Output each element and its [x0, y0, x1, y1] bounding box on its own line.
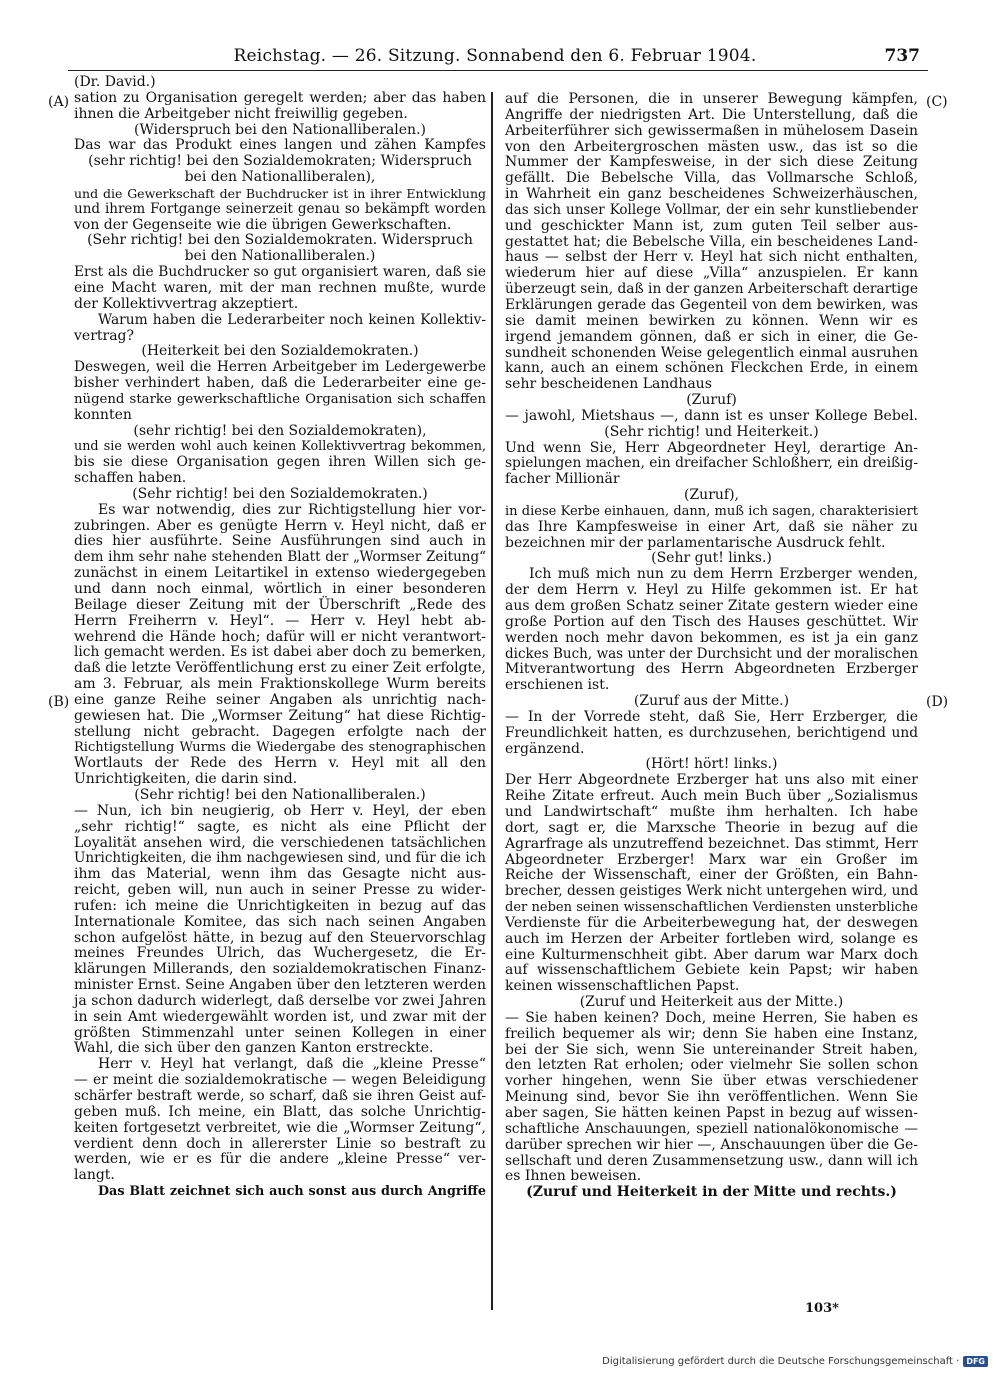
right-column-line: das sich unser Kollege Vollmar, der ein sehr kunstliebender [505, 201, 918, 218]
left-column-line: langt. [74, 1167, 115, 1184]
left-column-line: (Heiterkeit bei den Sozialdemokraten.) [141, 343, 419, 360]
left-column-line: bis sie diese Organisation gegen ihren Willen sich ge- [74, 454, 486, 471]
right-column-line: Reiche der Wissenschaft, einer der Größten, ein Bahn- [505, 867, 918, 884]
right-column-line: und Landwirtschaft“ mußte ihm herhalten. Ich habe [505, 803, 918, 820]
right-column-line: auf wissenschaftlichem Gebiete kein Papst; wir haben [505, 962, 918, 979]
left-column-line: sation zu Organisation geregelt werden; aber das haben [74, 89, 486, 106]
left-column-line: und die Gewerkschaft der Buchdrucker ist in ihrer Entwicklung [74, 185, 486, 201]
left-column-line: wehrend die Hände hoch; dafür will er nicht verantwort- [74, 628, 486, 645]
left-column-line: vertrag? [74, 327, 135, 344]
right-column [505, 92, 918, 1201]
left-column-line: gewiesen hat. Die „Wormser Zeitung“ hat diese Richtig- [74, 707, 486, 724]
right-column-line: Abgeordneter Erzberger! Marx war ein Großer im [505, 851, 918, 868]
running-title: Reichstag. — 26. Sitzung. Sonnabend den 6. Februar 1904. [233, 46, 757, 66]
left-column-line: (sehr richtig! bei den Sozialdemokraten; Widerspruch [88, 153, 472, 170]
right-column-line: — In der Vorrede steht, daß Sie, Herr Erzberger, die [505, 708, 918, 725]
right-column-line: vorher hingehen, wenn Sie über etwas verschiedener [505, 1073, 918, 1090]
left-column-line: nügend starke gewerkschaftliche Organisation sich schaffen [74, 391, 486, 407]
right-column-line: kann, auch an einem schönen Fleckchen Erde, in einem [505, 360, 918, 377]
left-column-line: Loyalität ansehen wird, die verschiedenen tatsächlichen [74, 834, 486, 851]
right-column-line: irgend jemandem gönnen, daß er sich in einer, die Ge- [505, 328, 918, 345]
left-column-line: schon aufgelöst hätte, in bezug auf den Steuervorschlag [74, 929, 486, 946]
right-column-line: spielungen machen, ein dreifacher Schloßherr, ein dreißig- [505, 455, 918, 472]
left-column-line: Richtigstellung Wurms die Wiedergabe des stenographischen [74, 740, 486, 756]
left-column-line: von der Gegenseite wie die übrigen Gewerkschaften. [74, 216, 452, 233]
left-column-line: der Kollektivvertrag akzeptiert. [74, 295, 299, 312]
left-column-line: Beilage dieser Zeitung mit der Überschrift „Rede des [74, 596, 486, 613]
left-column-line: ihnen die Arbeitgeber nicht freiwillig gegeben. [74, 105, 408, 122]
left-column-line: „sehr richtig!“ sagte, es nicht als eine Pflicht der [74, 818, 486, 835]
right-column-line: sundheit schonenden Weise gelegentlich einmal ausruhen [505, 344, 918, 361]
left-column-line: Das Blatt zeichnet sich auch sonst aus durch Angriffe [98, 1184, 486, 1200]
right-column-line: Meinung sind, bevor Sie ihn veröffentlichen. Wenn Sie [505, 1089, 918, 1106]
left-column-line: Unrichtigkeiten, die ihm nachgewiesen sind, und für die ich [74, 850, 486, 867]
right-column-line: Reihe Zitate erfreut. Auch mein Buch über „Sozialismus [505, 788, 918, 805]
left-column-line: (Widerspruch bei den Nationalliberalen.) [134, 121, 426, 138]
left-column-line: am 3. Februar, als mein Fraktionskollege Wurm bereits [74, 676, 486, 693]
right-column-line: (Zuruf und Heiterkeit aus der Mitte.) [579, 994, 844, 1011]
left-column-line: daß die letzte Veröffentlichung erst zu einer Zeit erfolgte, [74, 660, 486, 677]
right-column-line: werden noch mehr davon bekommen, es ist ja ein ganz [505, 629, 918, 646]
right-column-line: Agrarfrage als unzutreffend bezeichnet. Das stimmt, Herr [505, 835, 918, 852]
right-column-line: facher Millionär [505, 471, 620, 488]
left-column-line: lich gemacht werden. Es ist dabei aber doch zu bemerken, [74, 644, 486, 661]
left-column-line: Erst als die Buchdrucker so gut organisiert waren, daß sie [74, 264, 486, 281]
right-column-line: (Sehr gut! links.) [651, 550, 772, 567]
right-column-line: schaftliche Anschauungen, speziell nationalökonomische — [505, 1120, 918, 1137]
left-column [74, 75, 486, 1200]
left-column-line: zubringen. Aber es genügte Herrn v. Heyl nicht, daß er [74, 517, 486, 534]
right-column-line: Nummer der Kampfesweise, in der sich diese Zeitung [505, 154, 918, 171]
dfg-logo: DFG [963, 1356, 988, 1367]
left-column-line: stellung nicht gebracht. Dagegen erfolgte nach der [74, 723, 486, 740]
right-column-line: bezeichnen mir der parlamentarische Ausdruck fehlt. [505, 534, 886, 551]
right-column-line: haus — selbst der Herr v. Heyl hat sich nicht enthalten, [505, 249, 918, 266]
right-column-line: keinen wissenschaftlichen Papst. [505, 978, 740, 995]
right-column-line: — jawohl, Mietshaus —, dann ist es unser Kollege Bebel. [505, 407, 918, 424]
left-column-line: (Sehr richtig! bei den Sozialdemokraten. Widerspruch [87, 232, 473, 249]
footer-text: Digitalisierung gefördert durch die Deutsche Forschungsgemeinschaft · [602, 1356, 960, 1367]
left-column-line: bisher verhindert haben, daß die Lederarbeiter eine ge- [74, 375, 486, 392]
left-column-line: schärfer bestraft werde, so scharf, daß sie ihren Geist auf- [74, 1088, 486, 1104]
left-column-line: Warum haben die Lederarbeiter noch keinen Kollektiv- [98, 311, 486, 328]
left-column-line: Das war das Produkt eines langen und zähen Kampfes [74, 137, 486, 154]
right-column-line: Der Herr Abgeordnete Erzberger hat uns also mit einer [505, 772, 918, 789]
right-column-line: gefällt. Die Bebelsche Villa, das Vollmarsche Schloß, [505, 170, 918, 187]
right-column-line: gestattet hat; die Bebelsche Villa, ein bescheidenes Land- [505, 233, 918, 250]
right-column-line: Verdienste für die Arbeiterbewegung hat, der deswegen [505, 914, 918, 931]
column-divider [491, 92, 493, 1310]
right-column-line: Erklärungen gerade das Gegenteil von dem bewirken, was [505, 296, 918, 313]
right-column-line: und geschickter Mann ist, zum guten Teil selber aus- [505, 217, 918, 234]
right-column-line: dort, sagt er, die Marxsche Theorie in bezug auf die [505, 819, 918, 836]
right-column-line: sie damit meinen bewirken zu können. Wenn wir es [505, 312, 918, 329]
right-column-line: freilich bequemer als wir; denn Sie haben eine Instanz, [505, 1025, 918, 1042]
right-column-line: — Sie haben keinen? Doch, meine Herren, Sie haben es [505, 1009, 918, 1026]
right-column-line: Angriffe der niedrigsten Art. Die Unterstellung, daß die [505, 106, 918, 123]
left-column-line: und sie werden wohl auch keinen Kollektivvertrag bekommen, [74, 439, 486, 455]
left-column-line: keiten fortgesetzt verbreitet, wie die „Wormser Zeitung“, [74, 1119, 486, 1136]
left-column-line: dem ihm sehr nahe stehenden Blatt der „Wormser Zeitung“ [74, 549, 486, 566]
right-column-line: (Hört! hört! links.) [645, 756, 778, 773]
right-column-line: es Ihnen beweisen. [505, 1168, 642, 1185]
right-column-line: Freundlichkeit hatten, es durchzusehen, berichtigend und [505, 724, 918, 741]
left-column-line: verdient denn doch in allererster Linie so bestraft zu [74, 1135, 486, 1152]
left-column-line: — er meint die sozialdemokratische — wegen Beleidigung [74, 1072, 486, 1089]
footer-credit [602, 1356, 988, 1367]
right-column-line: (Zuruf und Heiterkeit in der Mitte und rechts.) [526, 1184, 897, 1201]
left-column-line: Herrn Freiherrn v. Heyl“. — Herr v. Heyl hebt ab- [74, 612, 486, 629]
left-column-line: (Sehr richtig! bei den Sozialdemokraten.) [132, 485, 428, 502]
left-column-line: minister Ernst. Seine Angaben über den letzteren werden [74, 977, 486, 994]
left-column-line: bei den Nationalliberalen.) [184, 248, 376, 265]
right-column-line: sehr bescheidenen Landhaus [505, 376, 712, 393]
page-number: 737 [884, 46, 920, 66]
left-column-line: ja schon dadurch widerlegt, daß derselbe vor zwei Jahren [74, 992, 486, 1009]
left-column-line: zunächst in einem Leitartikel in extenso wiedergegeben [74, 565, 486, 582]
left-column-line: bei den Nationalliberalen), [184, 169, 376, 186]
left-column-line: (sehr richtig! bei den Sozialdemokraten), [133, 422, 427, 439]
right-column-line: der dem Herrn v. Heyl zu Hilfe gekommen ist. Er hat [505, 582, 918, 599]
right-column-line: überzeugt sein, daß in der ganzen Arbeiterschaft derartige [505, 281, 919, 298]
left-column-line: reicht, geben will, nun auch in seiner Presse zu wider- [74, 882, 486, 899]
right-column-line: große Portion auf den Tisch des Hauses geschüttet. Wir [505, 613, 918, 630]
right-column-line: Mitverantwortung des Herrn Abgeordneten Erzberger [505, 661, 918, 678]
right-column-line: darüber sprechen wir hier —, Anschauungen über die Ge- [505, 1136, 918, 1153]
left-column-line: Herr v. Heyl hat verlangt, daß die „kleine Presse“ [98, 1056, 486, 1073]
left-column-line: Unrichtigkeiten, die darin sind. [74, 771, 298, 788]
left-column-line: in sein Amt wiedergewählt worden ist, und zwar mit der [74, 1008, 486, 1025]
left-column-line: größten Stimmenzahl unter seinen Kollegen in einer [74, 1024, 486, 1041]
right-column-line: Und wenn Sie, Herr Abgeordneter Heyl, derartige An- [505, 439, 918, 456]
right-column-line: bei der Sie sich, wenn Sie untereinander Streit haben, [505, 1041, 918, 1058]
right-column-line: dickes Buch, was unter der Durchsicht und der moralischen [505, 645, 918, 662]
header-rule [68, 70, 928, 71]
left-column-line: werden, wie er es für die andere „kleine Presse“ ver- [74, 1151, 486, 1168]
right-column-line: wiederum hier auf diese „Villa“ anzuspielen. Er kann [505, 265, 918, 282]
right-column-line: (Zuruf aus der Mitte.) [633, 693, 790, 710]
right-column-line: aber sagen, Sie hätten keinen Papst in bezug auf wissen- [505, 1105, 918, 1121]
page-header [70, 46, 920, 72]
left-column-line: dies hier ausführte. Seine Ausführungen sind auch in [74, 533, 486, 550]
margin-marker-d: (D) [926, 694, 949, 710]
left-column-line: rufen: ich meine die Unrichtigkeiten in bezug auf das [74, 897, 486, 914]
left-column-line: meines Freundes Ulrich, das Wuchergesetz, die Er- [74, 945, 486, 962]
right-column-line: auf die Personen, die in unserer Bewegung kämpfen, [505, 91, 918, 107]
left-column-line: Deswegen, weil die Herren Arbeitgeber im Ledergewerbe [74, 359, 486, 376]
left-column-line: eine Macht waren, mit der man rechnen mußte, wurde [74, 279, 486, 296]
right-column-line: erschienen ist. [505, 677, 610, 694]
right-column-line: eine Kulturmenschheit gibt. Aber darum war Marx doch [505, 946, 918, 963]
margin-marker-c: (C) [926, 94, 948, 110]
right-column-line: der neben seinen wissenschaftlichen Verdiensten unsterbliche [505, 900, 918, 916]
right-column-line: brecher, dessen geistiges Werk nicht untergehen wird, und [505, 883, 919, 900]
right-column-line: das Ihre Kampfesweise in einer Art, daß sie näher zu [505, 518, 918, 535]
right-column-line: in Wahrheit ein ganz bescheidenes Schweizerhäuschen, [505, 186, 918, 203]
left-column-line: (Sehr richtig! bei den Nationalliberalen.) [134, 786, 426, 803]
left-column-line: Wortlauts der Rede des Herrn v. Heyl mit all den [74, 755, 486, 772]
signature-mark: 103* [805, 1301, 839, 1316]
left-column-line: eine ganze Reihe seiner Angaben als unrichtig nach- [74, 691, 486, 708]
left-column-line: Internationale Komitee, das sich nach seinen Angaben [74, 913, 486, 930]
right-column-line: Ich muß mich nun zu dem Herrn Erzberger wenden, [529, 566, 918, 583]
right-column-line: auch im Herzen der Arbeiter fortleben wird, solange es [505, 930, 918, 947]
left-column-line: klärungen Millerands, den sozialdemokratischen Finanz- [74, 961, 486, 978]
left-column-line: Es war notwendig, dies zur Richtigstellung hier vor- [98, 501, 486, 518]
right-column-line: in diese Kerbe einhauen, dann, muß ich sagen, charakterisiert [505, 503, 918, 519]
right-column-line: (Zuruf), [683, 487, 739, 504]
margin-marker-a: (A) [48, 94, 70, 110]
margin-marker-b: (B) [48, 694, 70, 710]
right-column-line: (Sehr richtig! und Heiterkeit.) [604, 423, 819, 440]
left-column-line: ihm das Material, wenn ihm das Gesagte nicht aus- [74, 866, 486, 883]
right-column-line: den letzten Rat erholen; oder vielmehr Sie sollen schon [505, 1057, 918, 1074]
left-column-line: konnten [74, 406, 132, 423]
left-column-line: schaffen haben. [74, 470, 187, 487]
left-column-line: — Nun, ich bin neugierig, ob Herr v. Heyl, der eben [74, 802, 486, 819]
right-column-line: Arbeiterführer sich gewissermaßen in mühelosem Dasein [505, 122, 918, 139]
right-column-line: von den Arbeitergroschen mästen usw., das ist so die [505, 138, 918, 155]
left-column-line: (Dr. David.) [74, 74, 156, 90]
right-column-line: (Zuruf) [686, 392, 737, 409]
left-column-line: geben muß. Ich meine, ein Blatt, das solche Unrichtig- [74, 1103, 486, 1120]
left-column-line: Wahl, die sich über den ganzen Kanton erstreckte. [74, 1040, 434, 1057]
right-column-line: aus dem großen Schatz seiner Zitate gestern wieder eine [505, 598, 918, 614]
left-column-line: und ihrem Fortgange seinerzeit genau so bekämpft worden [74, 200, 486, 217]
left-column-line: und dann noch einmal, wörtlich in einer besonderen [74, 581, 486, 597]
right-column-line: ergänzend. [505, 740, 585, 757]
right-column-line: sellschaft und deren Zusammensetzung usw., dann will ich [505, 1152, 918, 1169]
